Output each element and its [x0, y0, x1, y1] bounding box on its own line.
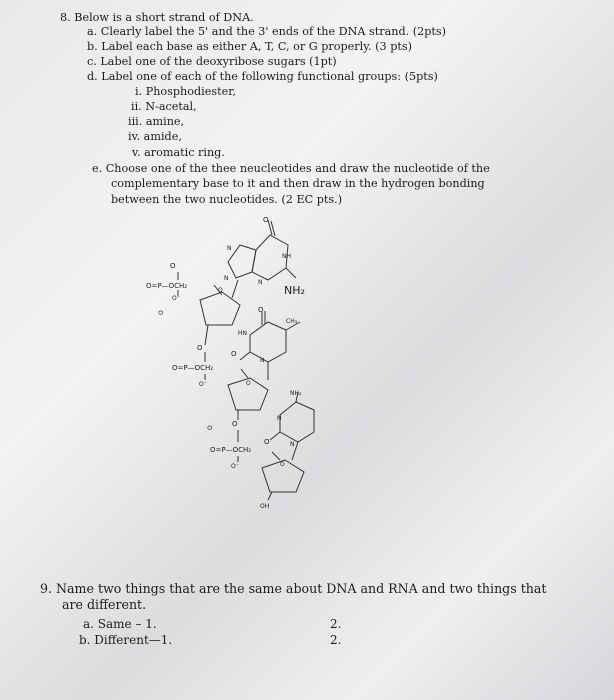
label-cytosine-n-1: N [277, 415, 282, 422]
q8-part-e-line1: e. Choose one of the thee neucleotides and draw the nucleotide of the [92, 162, 490, 175]
label-o-top: O [170, 262, 176, 270]
q8-intro: 8. Below is a short strand of DNA. [60, 11, 254, 24]
label-link-o-2: O [232, 420, 238, 428]
label-hn: HN [238, 330, 247, 337]
label-nh: NH [282, 253, 291, 260]
q8-part-b: b. Label each base as either A, T, C, or G properly. (3 pts) [87, 40, 412, 53]
label-n-2: N [224, 275, 229, 282]
q9-line2: are different. [62, 597, 147, 612]
label-thymine-o-1: O [258, 306, 264, 314]
label-thymine-n: N [260, 357, 265, 364]
label-n-3: N [258, 279, 263, 286]
label-cytosine-o: O [264, 438, 270, 446]
q9-same-2: 2. [330, 617, 342, 631]
label-n-1: N [227, 245, 232, 252]
label-o-minus-1: O⁻ [172, 295, 180, 302]
label-phosphate-1: O=P—OCH₂ [146, 282, 188, 290]
functional-group-3: iii. amine, [128, 115, 185, 128]
q9-different: b. Different—1. [79, 633, 173, 647]
label-vertical-o-1: O [158, 310, 165, 315]
label-oh-3-prime: OH [260, 503, 270, 510]
label-nh2-handwritten: NH₂ [284, 284, 305, 297]
label-ring-o-1: O [218, 287, 223, 294]
label-phosphate-2: O=P—OCH₂ [172, 364, 214, 372]
q9-line1: 9. Name two things that are the same about DNA and RNA and two things that [40, 581, 547, 596]
label-nh2-cytosine: NH₂ [290, 390, 302, 397]
label-carbonyl-o-1: O [263, 216, 269, 224]
q8-part-d: d. Label one of each of the following functional groups: (5pts) [87, 70, 438, 83]
q9-same: a. Same – 1. [83, 617, 157, 631]
q9-different-2: 2. [330, 633, 342, 647]
label-thymine-o-2: O [231, 350, 237, 358]
functional-group-1: i. Phosphodiester, [135, 85, 236, 98]
q8-part-a: a. Clearly label the 5' and the 3' ends of the DNA strand. (2pts) [87, 25, 446, 38]
q8-part-c: c. Label one of the deoxyribose sugars (1pt) [87, 55, 337, 68]
label-phosphate-3: O=P—OCH₂ [210, 446, 252, 454]
functional-group-4: iv. amide, [128, 130, 182, 143]
label-ring-o-3: O [280, 461, 285, 468]
label-o-minus-2: O⁻ [199, 381, 207, 388]
label-o-minus-3: O⁻ [231, 463, 239, 470]
label-cytosine-n-2: N [290, 441, 295, 448]
q8-part-e-line3: between the two nucleotides. (2 EC pts.) [111, 193, 343, 206]
q8-part-e-line2: complementary base to it and then draw in the hydrogen bonding [111, 177, 485, 190]
label-ch3: CH₃ [286, 318, 298, 325]
functional-group-2: ii. N-acetal, [131, 100, 197, 113]
functional-group-5: v. aromatic ring. [132, 146, 225, 159]
label-ring-o-2: O [246, 380, 251, 387]
label-link-o-1: O [197, 344, 203, 352]
label-vertical-o-2: O [207, 425, 214, 430]
